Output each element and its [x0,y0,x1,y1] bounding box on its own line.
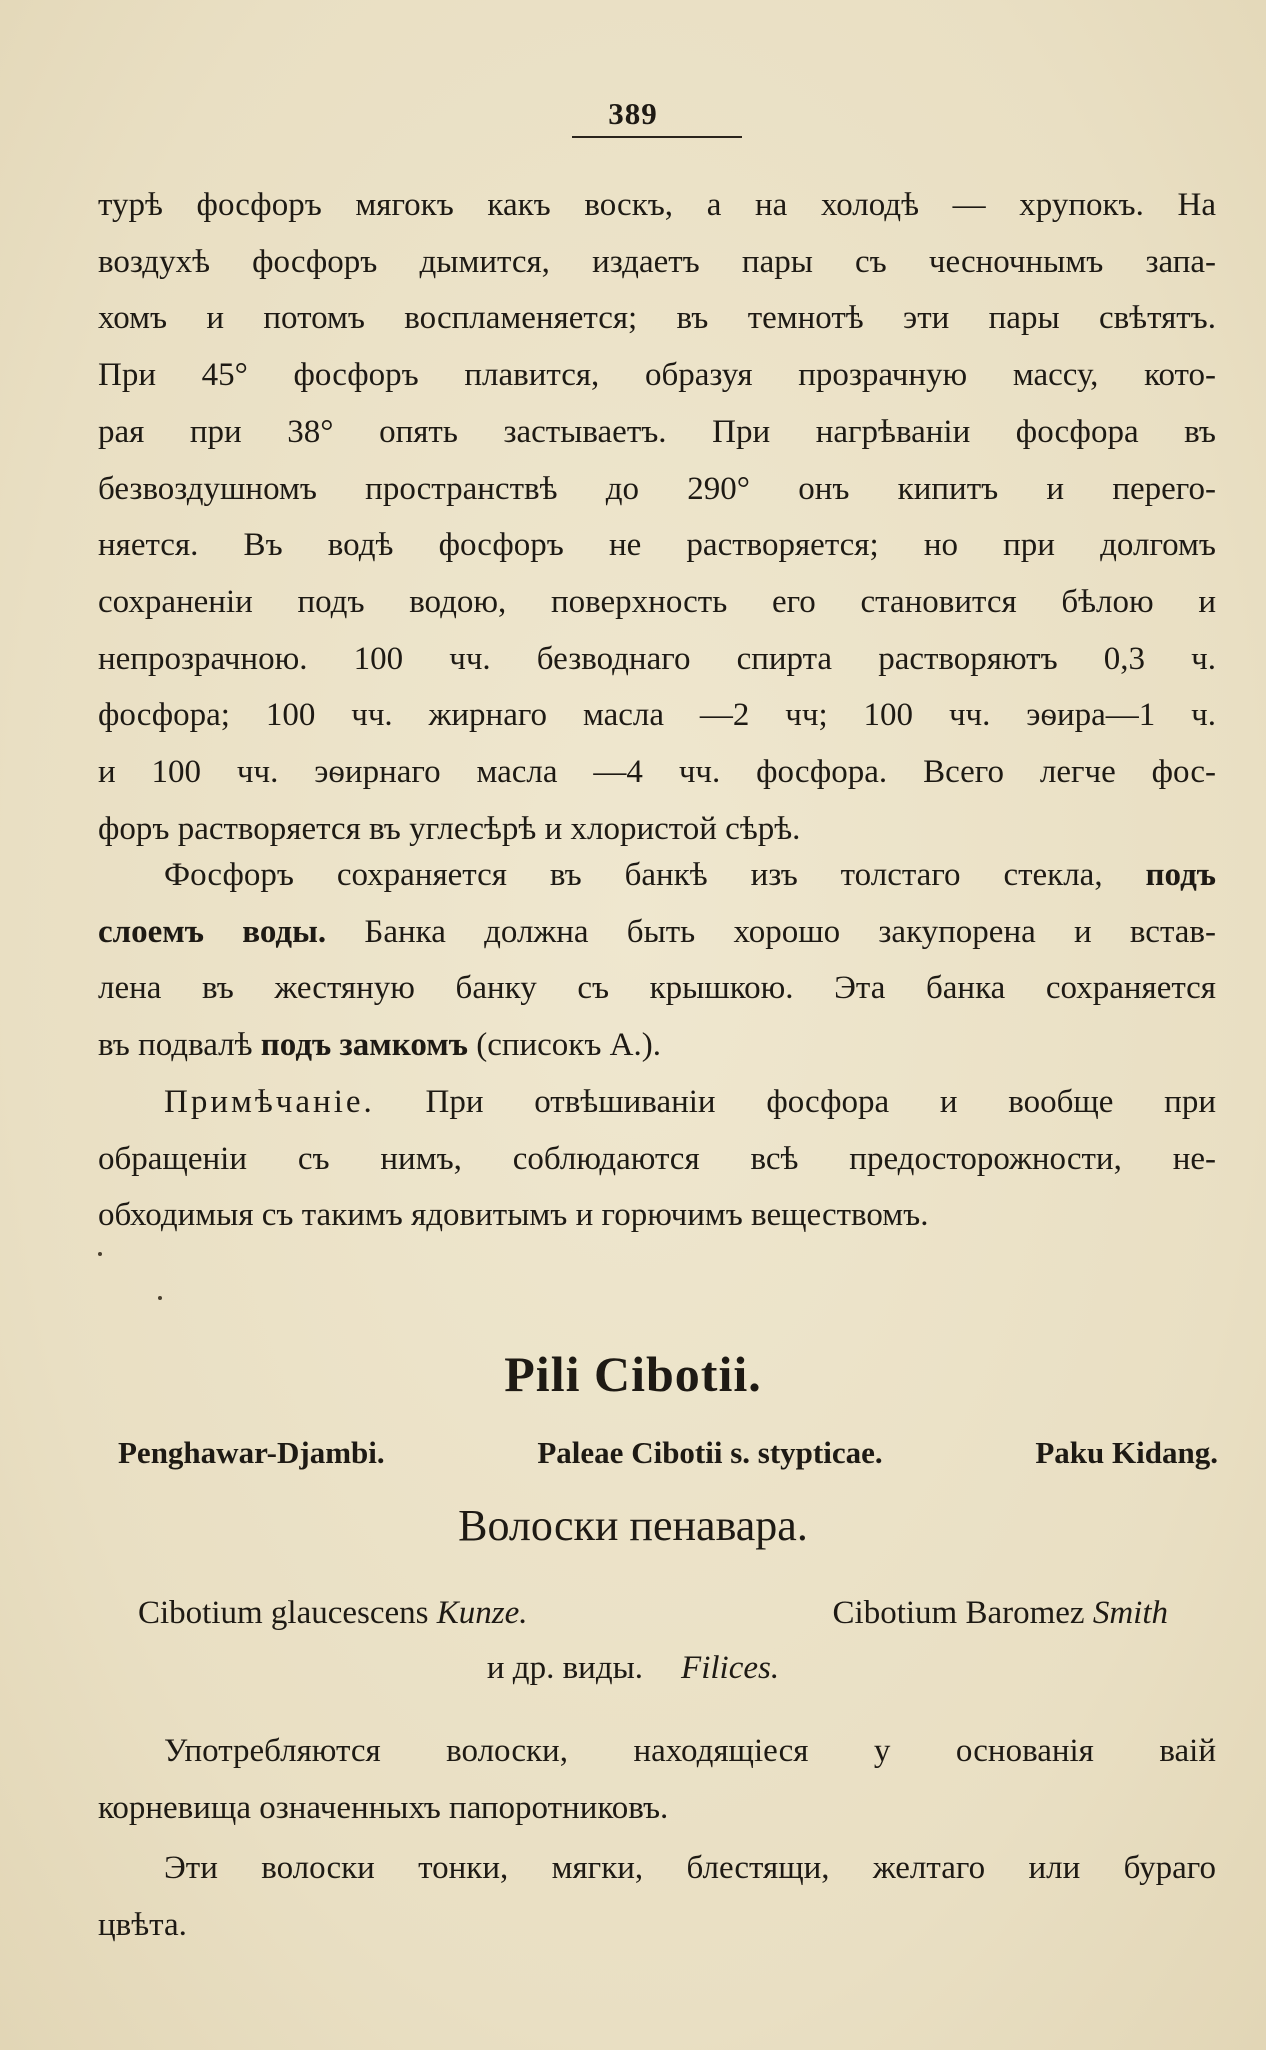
text-line: турѣ фосфоръ мягокъ какъ воскъ, а на холодѣ — хрупокъ. На [98,187,1216,223]
article-title: Pili Cibotii. [504,1346,762,1402]
plant-author: Kunze. [436,1595,528,1631]
plant-name [138,1595,528,1632]
plant-species: Cibotium glaucescens [138,1595,429,1631]
text-line: лена въ жестяную банку съ крышкою. Эта банка сохраняется [98,970,1216,1007]
text-line: форъ растворяется въ углесѣрѣ и хлористой сѣрѣ. [98,810,801,847]
page-number-rule [572,136,742,138]
text-line: цвѣта. [98,1906,187,1943]
plant-author: Smith [1092,1595,1168,1631]
print-speck [98,1252,102,1256]
plant-family: Filices. [681,1650,780,1686]
note-label: Примѣчаніе. [164,1084,375,1120]
synonym: Penghawar-Djambi. [118,1435,385,1470]
text-run: При отвѣшиваніи фосфора и вообще при [425,1084,1216,1120]
text-line: фосфора; 100 чч. жирнаго масла —2 чч; 100 чч. эѳира—1 ч. [98,697,1216,734]
russian-name: Волоски пенавара. [458,1501,808,1550]
text-line: няется. Въ водѣ фосфоръ не растворяется; но при долгомъ [98,527,1216,564]
text-line: воздухѣ фосфоръ дымится, издаетъ пары съ чесночнымъ запа- [98,243,1216,280]
paragraph-phosphorus-properties [98,177,1216,857]
source-plants-line [138,1595,1168,1632]
text-line: корневища означенныхъ папоротниковъ. [98,1789,669,1826]
text-line [98,904,1216,961]
text-line: обходимыя съ такимъ ядовитымъ и горючимъ веществомъ. [98,1197,929,1234]
text-line: Эти волоски тонки, мягки, блестящи, желтаго или бураго [164,1850,1216,1886]
text-line: Употребляются волоски, находящіеся у основанія ваій [164,1733,1216,1769]
plant-species: Cibotium Baromez [832,1595,1085,1631]
paragraph-phosphorus-storage [98,847,1216,1074]
bold-text: подъ замкомъ [260,1027,468,1064]
text-line: безвоздушномъ пространствѣ до 290° онъ кипитъ и перего- [98,470,1216,507]
text-line: рая при 38° опять застываетъ. При нагрѣваніи фосфора въ [98,413,1216,450]
text-line: обращеніи съ нимъ, соблюдаются всѣ предосторожности, не- [98,1140,1216,1177]
text-line: и 100 чч. эѳирнаго масла —4 чч. фосфора. Всего легче фос- [98,754,1216,791]
source-family-line [0,1650,1266,1687]
synonym: Paku Kidang. [1035,1435,1218,1470]
synonyms-line [118,1435,1218,1471]
text-run: (списокъ А.). [476,1027,661,1064]
text-line [98,1074,1216,1131]
text-line: При 45° фосфоръ плавится, образуя прозрачную массу, кото- [98,357,1216,394]
text-run: въ подвалѣ [98,1027,253,1064]
paragraph-usage [98,1723,1216,1836]
paragraph-note [98,1074,1216,1244]
bold-text: слоемъ воды. [98,913,327,950]
text-run: Банка должна быть хорошо закупорена и встав- [364,913,1216,950]
text-line [98,847,1216,904]
text-line [98,1017,1216,1074]
text-line: непрозрачною. 100 чч. безводнаго спирта растворяютъ 0,3 ч. [98,640,1216,677]
plant-name [833,1595,1168,1632]
text-run: Фосфоръ сохраняется въ банкѣ изъ толстаго стекла, [164,857,1103,893]
text-line: хомъ и потомъ воспламеняется; въ темнотѣ эти пары свѣтятъ. [98,300,1216,337]
paragraph-description [98,1840,1216,1953]
text-line: сохраненіи подъ водою, поверхность его становится бѣлою и [98,583,1216,620]
bold-text: подъ [1145,857,1217,893]
synonym: Paleae Cibotii s. stypticae. [537,1435,883,1470]
print-speck [158,1296,162,1300]
other-species: и др. виды. [486,1650,644,1686]
page-number: 389 [608,96,658,131]
